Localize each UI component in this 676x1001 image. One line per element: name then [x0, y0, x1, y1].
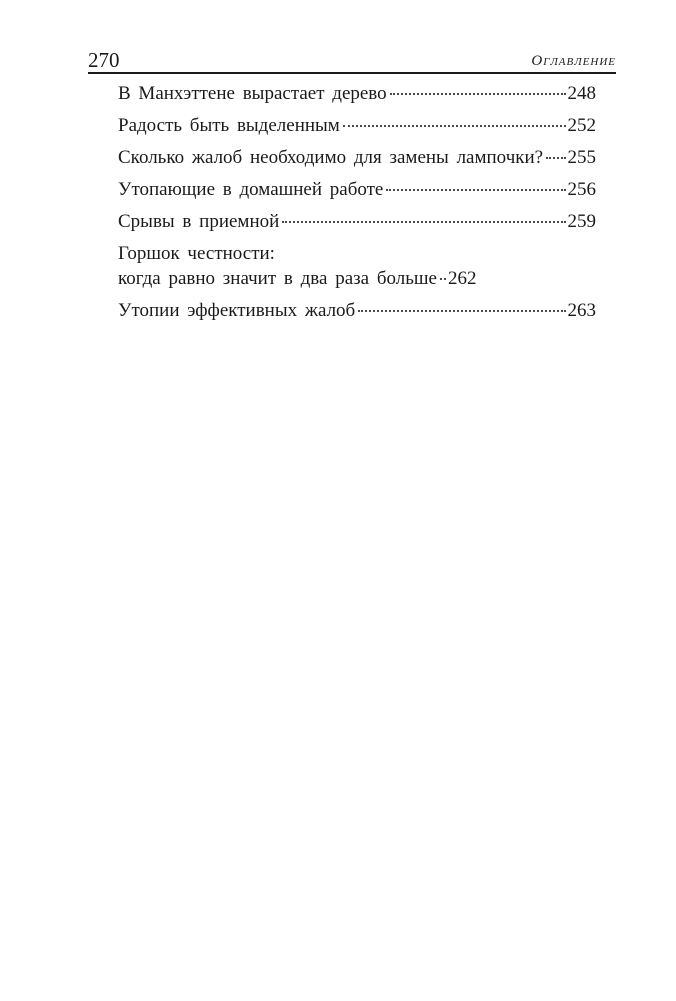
- toc-entry-page: 262: [447, 268, 477, 289]
- dot-leader: [358, 310, 565, 312]
- running-header: [88, 50, 616, 74]
- dot-leader: [390, 93, 566, 95]
- toc-entry: [118, 81, 596, 106]
- dot-leader: [343, 125, 566, 127]
- page-number: 270: [88, 48, 120, 72]
- toc-entry-title: Срывы в приемной: [118, 211, 280, 232]
- dot-leader: [546, 157, 565, 159]
- toc-entry: [118, 177, 596, 202]
- toc-entry-page: 252: [567, 115, 596, 136]
- toc-entry-title: Сколько жалоб необходимо для замены лампочки?: [118, 147, 544, 168]
- toc-entry-page: 248: [567, 83, 596, 104]
- toc-entry-page: 263: [567, 300, 596, 321]
- toc-entry-page: 255: [567, 147, 596, 168]
- toc-entry: [118, 145, 596, 170]
- toc-entry-title-continuation: когда равно значит в два раза больше: [118, 268, 437, 289]
- toc-entry: [118, 241, 596, 291]
- toc-entry-page: 256: [567, 179, 596, 200]
- dot-leader: [282, 221, 565, 223]
- toc-entry-title: Горшок честности:: [118, 243, 275, 264]
- section-title: Оглавление: [531, 53, 616, 69]
- toc-entry: [118, 298, 596, 323]
- dot-leader: [440, 278, 446, 280]
- toc-entry-title: В Манхэттене вырастает дерево: [118, 83, 387, 104]
- toc-entry-title: Утопающие в домашней работе: [118, 179, 384, 200]
- toc-entry-page: 259: [567, 211, 596, 232]
- toc-entry-title: Радость быть выделенным: [118, 115, 340, 136]
- dot-leader: [386, 189, 565, 191]
- toc-entry: [118, 113, 596, 138]
- toc-entry-title: Утопии эффективных жалоб: [118, 300, 356, 321]
- toc-entry: [118, 209, 596, 234]
- table-of-contents: [118, 74, 596, 323]
